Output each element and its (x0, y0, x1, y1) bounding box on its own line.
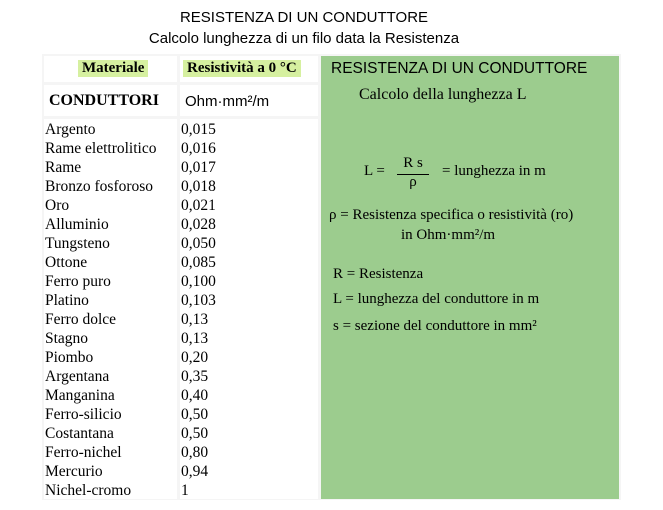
material-name: Costantana (45, 425, 114, 442)
resistivity-value: 0,085 (181, 254, 216, 271)
resistivity-value: 1 (181, 482, 189, 499)
rho-unit: in Ohm·mm²/m (401, 227, 496, 243)
unit-cell (180, 85, 318, 116)
resistivity-value: 0,20 (181, 349, 209, 366)
s-definition: s = sezione del conduttore in mm² (333, 318, 537, 334)
group-label: CONDUTTORI (49, 92, 159, 109)
material-name: Argentana (45, 368, 110, 385)
panel-subheading: Calcolo della lunghezza L (359, 86, 527, 103)
resistivity-value: 0,018 (181, 178, 216, 195)
material-name: Ottone (45, 254, 88, 271)
material-name: Rame (45, 159, 82, 176)
page-subtitle: Calcolo lunghezza di un filo data la Resistenza (148, 30, 460, 47)
header-cell-resistivity (180, 56, 318, 82)
header-cell-material (44, 56, 177, 82)
unit-label: Ohm·mm²/m (185, 93, 270, 110)
resistivity-value: 0,80 (181, 444, 209, 461)
material-name: Mercurio (45, 463, 103, 480)
material-name: Piombo (45, 349, 94, 366)
material-name: Alluminio (45, 216, 109, 233)
material-name: Tungsteno (45, 235, 110, 252)
r-definition: R = Resistenza (333, 266, 424, 282)
resistivity-value: 0,94 (181, 463, 209, 480)
material-name: Ferro puro (45, 273, 111, 290)
formula-panel (321, 56, 619, 499)
material-name: Argento (45, 121, 96, 138)
resistivity-value: 0,050 (181, 235, 216, 252)
resistivity-value: 0,016 (181, 140, 216, 157)
resistivity-header: Resistività a 0 °C (183, 60, 301, 77)
resistivity-value: 0,021 (181, 197, 216, 214)
resistivity-value: 0,40 (181, 387, 209, 404)
formula-denominator: ρ (409, 174, 417, 190)
resistivity-value: 0,13 (181, 311, 209, 328)
panel-heading: RESISTENZA DI UN CONDUTTORE (331, 60, 588, 77)
resistivity-value: 0,35 (181, 368, 209, 385)
material-name: Nichel-cromo (45, 482, 132, 499)
group-cell (44, 85, 177, 116)
page-title: RESISTENZA DI UN CONDUTTORE (179, 9, 429, 26)
material-name: Platino (45, 292, 89, 309)
material-name: Bronzo fosforoso (45, 178, 154, 195)
material-name: Rame elettrolitico (45, 140, 157, 157)
formula-numerator: R s (403, 155, 423, 171)
resistivity-value: 0,103 (181, 292, 216, 309)
resistivity-value: 0,100 (181, 273, 216, 290)
value-list (181, 120, 216, 500)
material-header: Materiale (78, 60, 148, 77)
material-name: Ferro-nichel (45, 444, 122, 461)
material-name: Manganina (45, 387, 115, 404)
material-name: Ferro dolce (45, 311, 117, 328)
resistivity-value: 0,017 (181, 159, 216, 176)
formula-lhs: L = (364, 163, 385, 179)
material-name: Ferro-silicio (45, 406, 122, 423)
resistivity-value: 0,50 (181, 425, 209, 442)
resistivity-value: 0,13 (181, 330, 209, 347)
material-name: Stagno (45, 330, 89, 347)
resistivity-value: 0,028 (181, 216, 216, 233)
resistivity-value: 0,50 (181, 406, 209, 423)
resistivity-value: 0,015 (181, 121, 216, 138)
formula-rhs: = lunghezza in m (442, 163, 546, 179)
value-column (180, 119, 318, 499)
rho-definition: ρ = Resistenza specifica o resistività (ro) (329, 207, 574, 223)
material-name: Oro (45, 197, 70, 214)
material-list (45, 120, 156, 500)
l-definition: L = lunghezza del conduttore in m (333, 291, 540, 307)
material-column (44, 119, 177, 499)
